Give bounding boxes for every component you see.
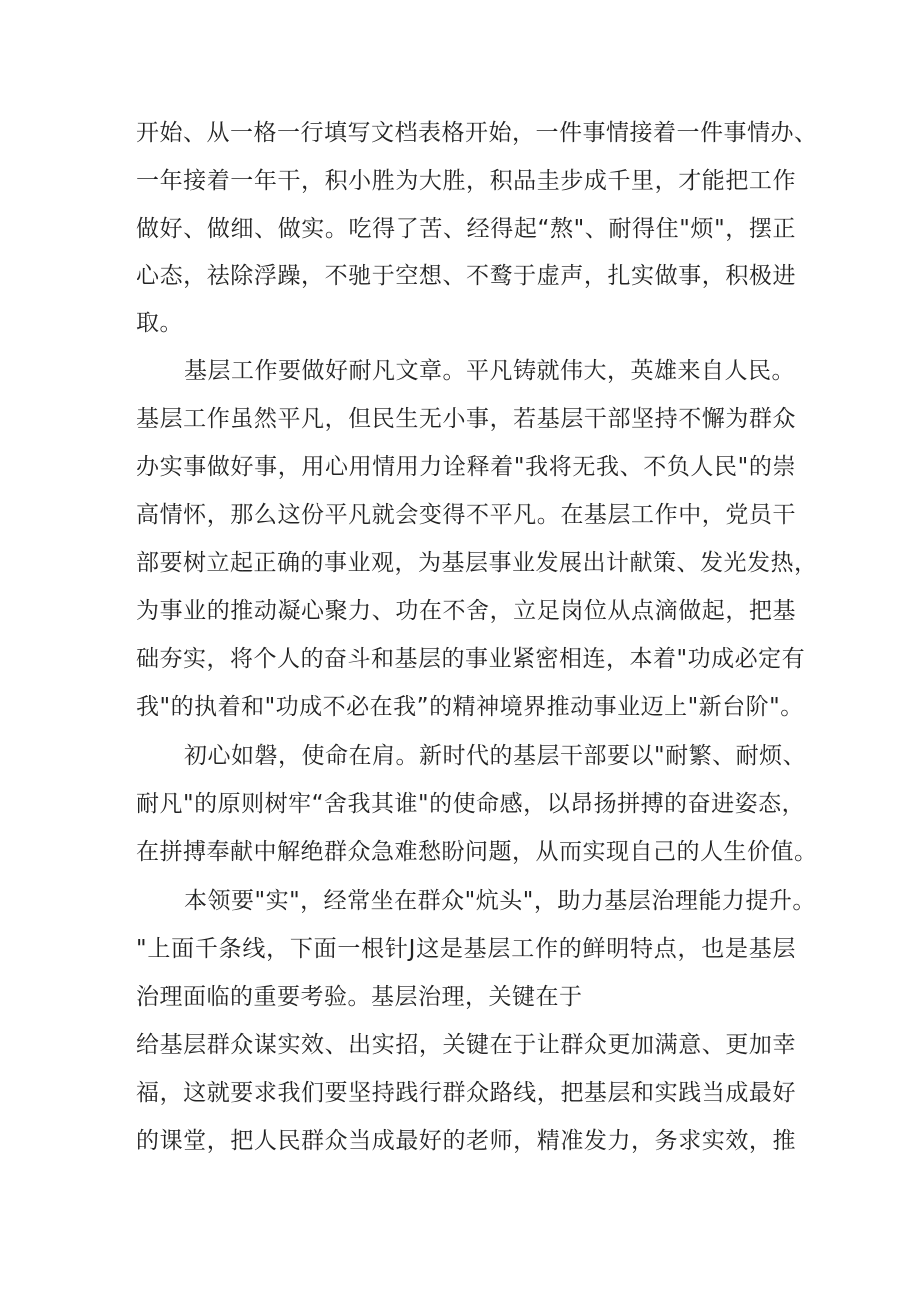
paragraph-first-line: 本领要"实"，经常坐在群众"炕头"，助力基层治理能力提升。 (184, 888, 816, 914)
text-line: 治理面临的重要考验。基层治理，关键在于 (136, 984, 583, 1010)
paragraph-first-line: 基层工作要做好耐凡文章。平凡铸就伟大，英雄来自人民。 (184, 358, 795, 384)
text-line: 部要树立起正确的事业观，为基层事业发展出计献策、发光发热， (136, 550, 818, 576)
text-line: 我"的执着和"功成不必在我”的精神境界推动事业迈上"新台阶"。 (136, 694, 804, 720)
text-line: 一年接着一年干，积小胜为大胜，积品圭步成千里，才能把工作 (136, 168, 796, 194)
text-line: 办实事做好事，用心用情用力诠释着"我将无我、不负人民"的崇 (136, 454, 796, 480)
text-line: 在拼搏奉献中解绝群众急难愁盼问题，从而实现自己的人生价值。 (136, 839, 818, 865)
text-line: 的课堂，把人民群众当成最好的老师，精准发力，务求实效，推 (136, 1128, 796, 1154)
text-line: 高情怀，那么这份平凡就会变得不平凡。在基层工作中，党员干 (136, 502, 796, 528)
text-line: 耐凡"的原则树牢“舍我其谁"的使命感，以昂扬拼搏的奋进姿态， (136, 791, 806, 817)
paragraph-first-line: 初心如磐，使命在肩。新时代的基层干部要以"耐繁、耐烦、 (184, 743, 807, 769)
text-line: "上面千条线，下面一根针J这是基层工作的鲜明特点，也是基层 (136, 936, 796, 962)
text-line: 为事业的推动凝心聚力、功在不舍，立足岗位从点滴做起，把基 (136, 598, 796, 624)
text-line: 础夯实，将个人的奋斗和基层的事业紧密相连，本着"功成必定有 (136, 646, 806, 672)
text-line: 给基层群众谋实效、出实招，关键在于让群众更加满意、更加幸 (136, 1032, 796, 1058)
text-line: 福，这就要求我们要坚持践行群众路线，把基层和实践当成最好 (136, 1080, 796, 1106)
text-line: 基层工作虽然平凡，但民生无小事，若基层干部坚持不懈为群众 (136, 406, 796, 432)
text-line: 取。 (136, 310, 183, 336)
text-line: 做好、做细、做实。吃得了苦、经得起“熬"、耐得住"烦"，摆正 (136, 216, 796, 242)
text-line: 开始、从一格一行填写文档表格开始，一件事情接着一件事情办、 (136, 120, 818, 146)
text-line: 心态，祛除浮躁，不驰于空想、不鹜于虚声，扎实做事，积极进 (136, 263, 796, 289)
